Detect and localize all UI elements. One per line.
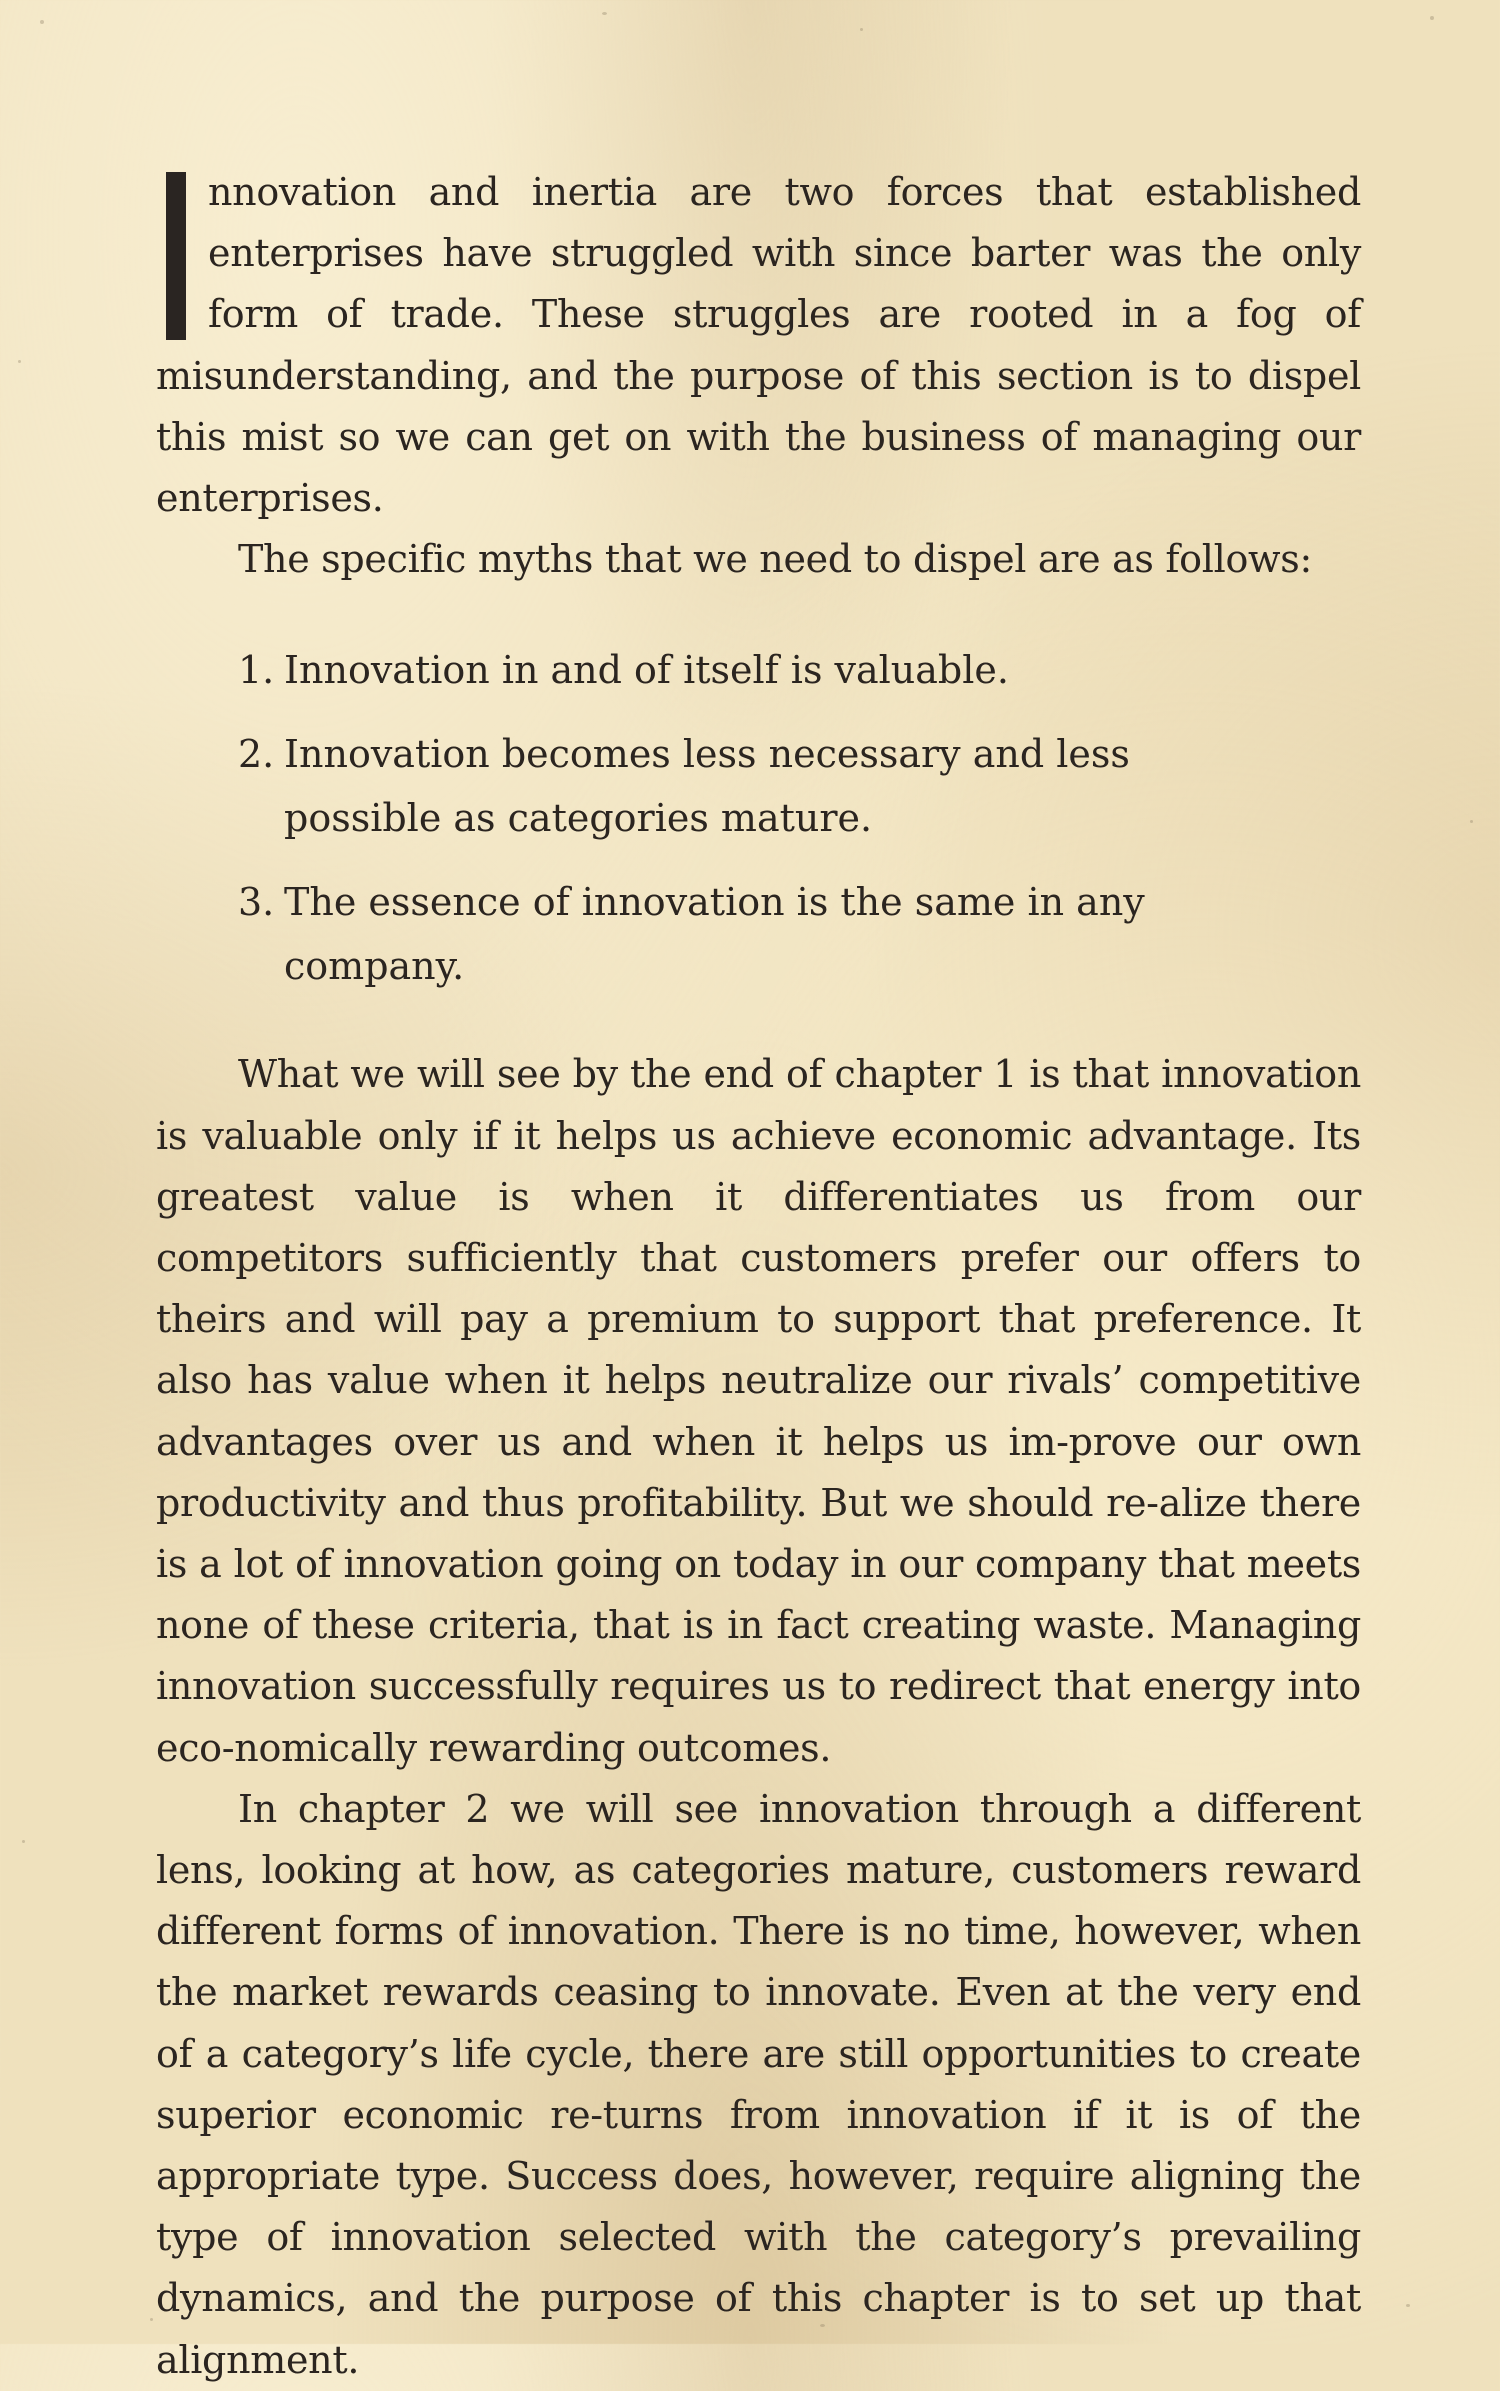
list-item xyxy=(238,638,1361,702)
list-number: 2. xyxy=(238,732,275,777)
paper-speck xyxy=(1470,820,1473,823)
list-item xyxy=(238,722,1361,850)
chapter-1-paragraph: What we will see by the end of chapter 1 is that innovation is valuable only if it helps us achieve economic advantage. Its greatest value is when it differentiates us from our competitors sufficiently that customers prefer our offers to theirs and will pay a premium to support that preference. It also has value when it helps neutralize our rivals’ competitive advantages over us and when it helps us im-prove our own productivity and thus profitability. But we should re-alize there is a lot of innovation going on today in our company that meets none of these criteria, that is in fact creating waste. Managing innovation successfully requires us to redirect that energy into eco-nomically rewarding outcomes. xyxy=(156,1052,1361,1770)
myths-list xyxy=(156,638,1361,998)
paper-speck xyxy=(1430,16,1434,20)
paper-speck xyxy=(40,20,44,24)
opening-paragraph xyxy=(156,162,1361,529)
myths-intro: The specific myths that we need to dispel are as follows: xyxy=(238,537,1312,582)
paper-speck xyxy=(22,1840,25,1843)
paper-speck xyxy=(18,360,21,363)
list-text: The essence of innovation is the same in any company. xyxy=(284,880,1145,989)
paper-speck xyxy=(602,12,607,15)
paper-speck xyxy=(150,2318,153,2321)
paper-speck xyxy=(1406,2304,1410,2307)
list-number: 3. xyxy=(238,880,275,925)
opening-text: nnovation and inertia are two forces that established enterprises have struggled with since barter was the only form of trade. These struggles are rooted in a fog of misunderstanding, and the purpose of this section is to dispel this mist so we can get on with the business of managing our enterprises. xyxy=(156,170,1361,521)
list-text: Innovation in and of itself is valuable. xyxy=(284,648,1009,693)
list-number: 1. xyxy=(238,648,275,693)
drop-cap xyxy=(166,172,186,340)
list-item xyxy=(238,870,1361,998)
chapter-2-paragraph: In chapter 2 we will see innovation through a different lens, looking at how, as categories mature, customers reward different forms of innovation. There is no time, however, when the market rewards ceasing to innovate. Even at the very end of a category’s life cycle, there are still opportunities to create superior economic re-turns from innovation if it is of the appropriate type. Success does, however, require aligning the type of innovation selected with the category’s prevailing dynamics, and the purpose of this chapter is to set up that alignment. xyxy=(156,1786,1361,2382)
paper-speck xyxy=(860,28,863,31)
book-page xyxy=(156,162,1361,2391)
list-text: Innovation becomes less necessary and less possible as categories mature. xyxy=(284,732,1130,841)
